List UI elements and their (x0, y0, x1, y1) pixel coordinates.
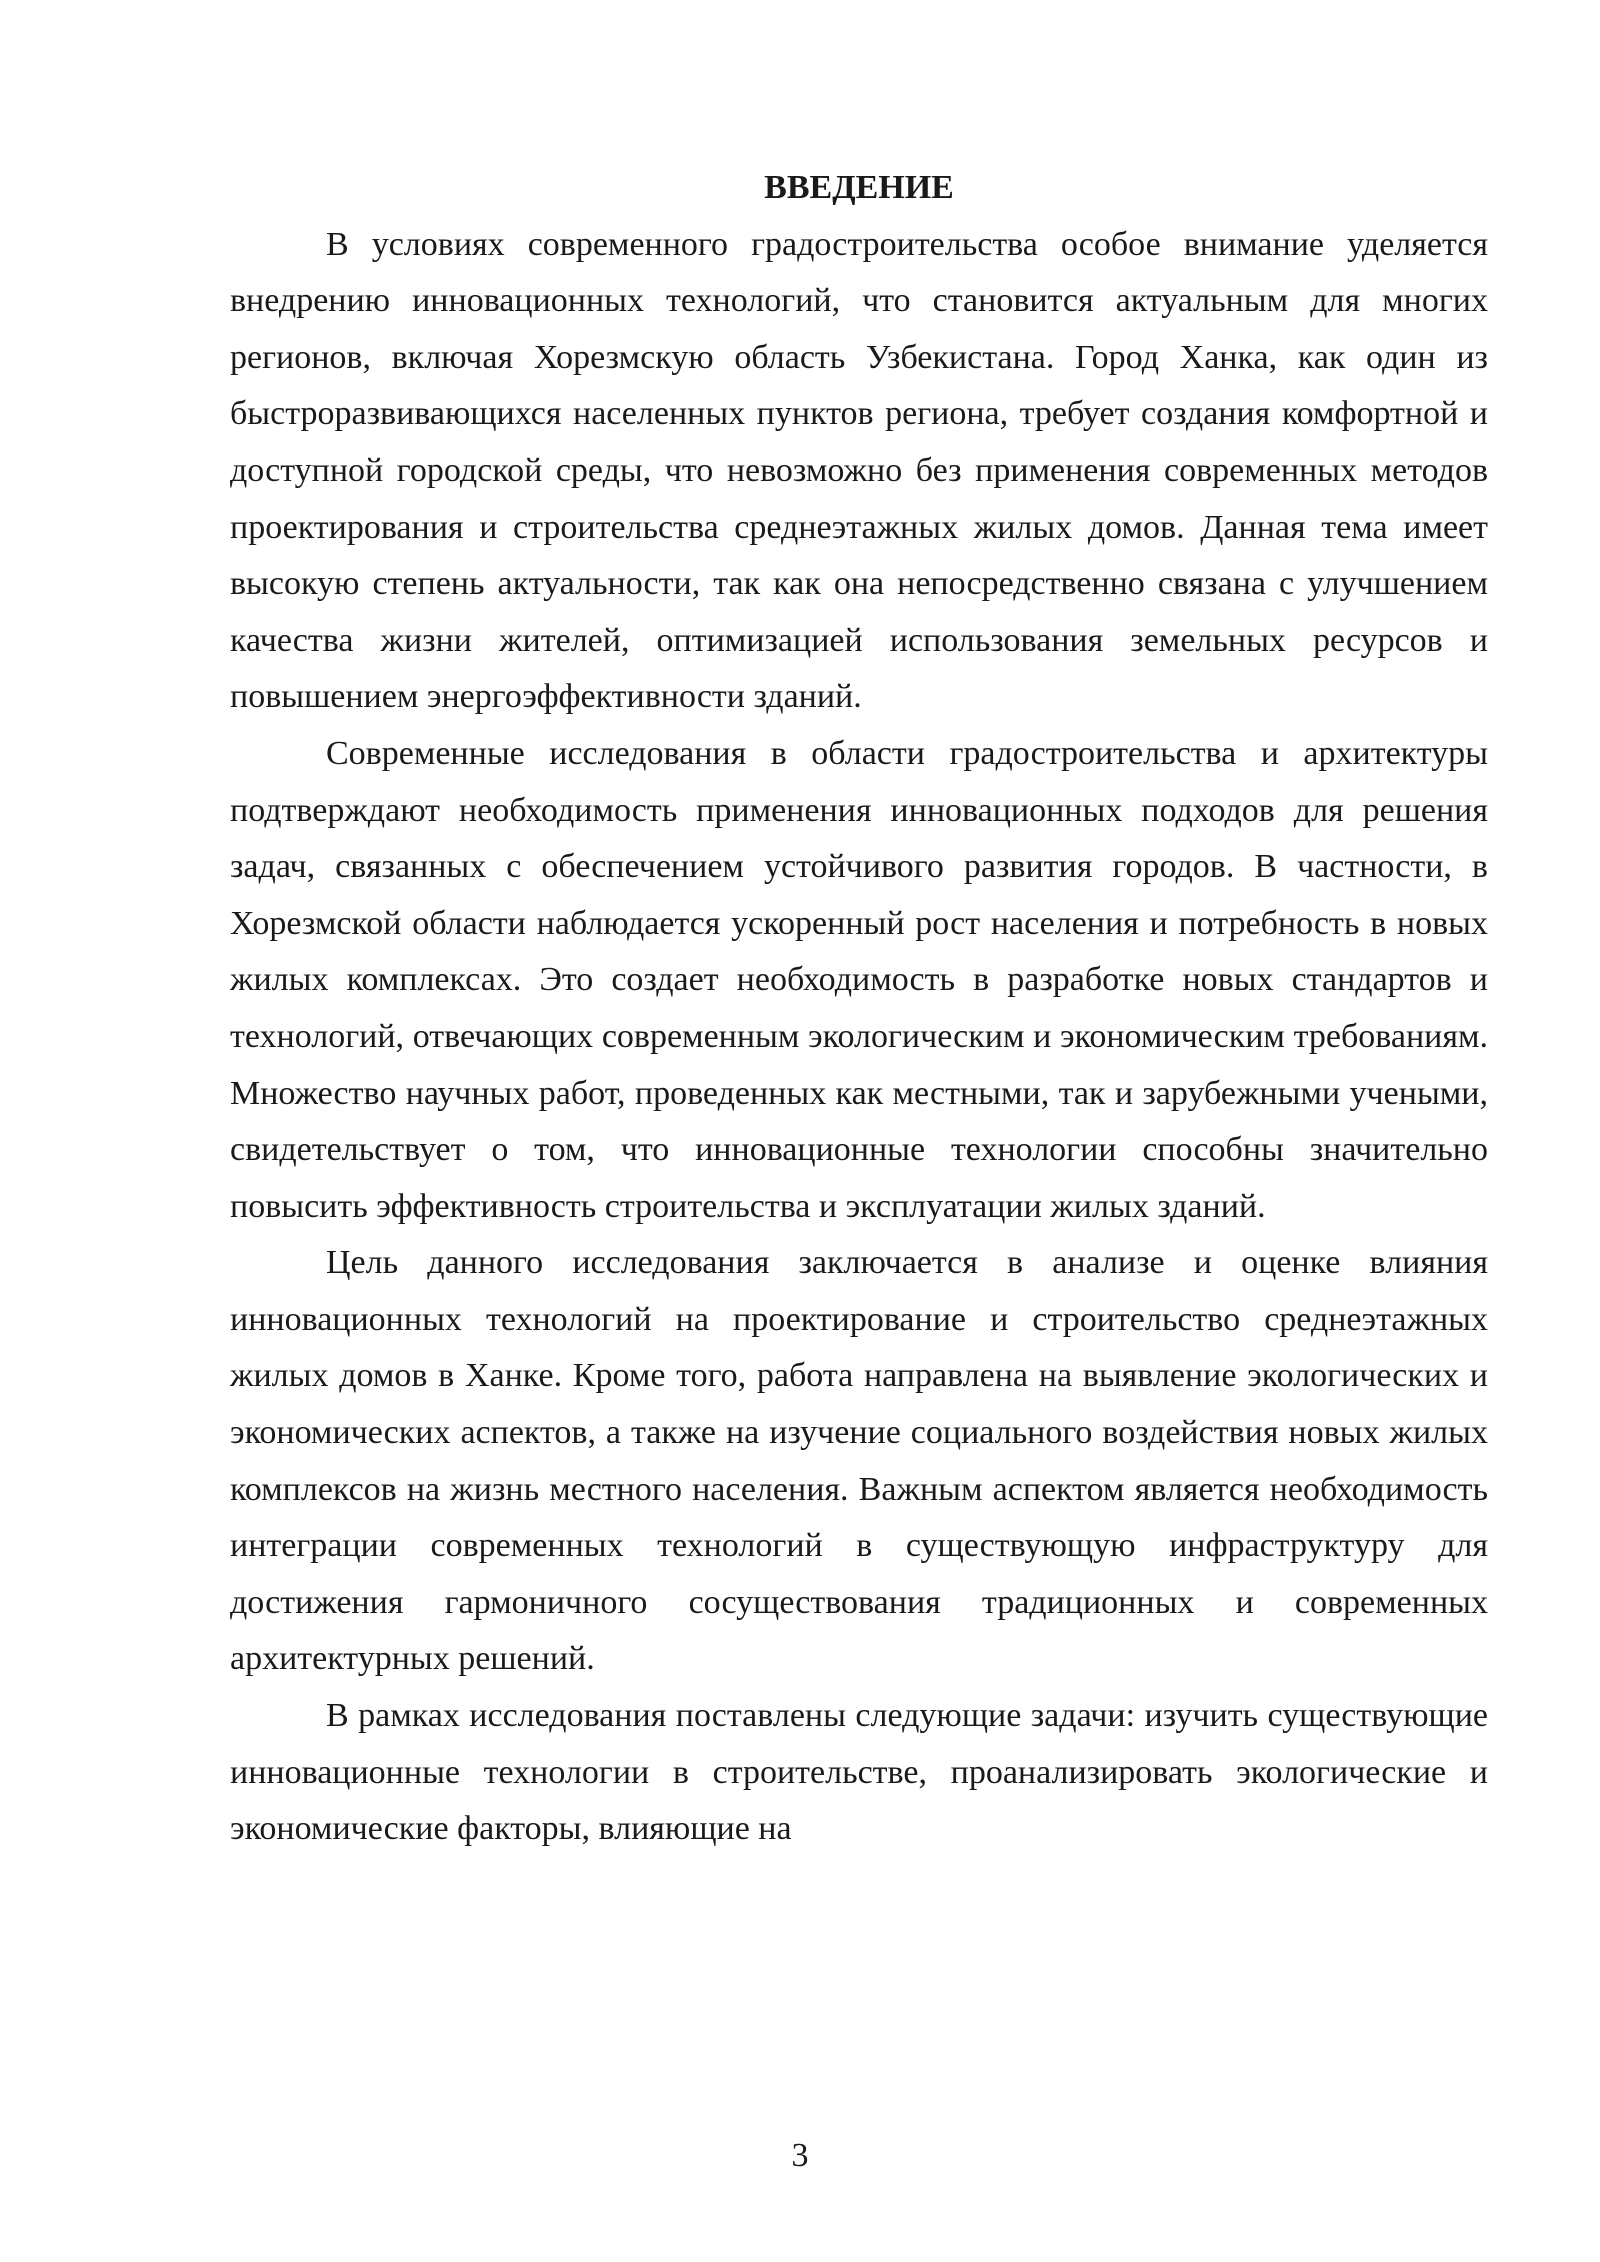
page-number: 3 (791, 2137, 809, 2174)
paragraph-1: В условиях современного градостроительства особое внимание уделяется внедрению инновационных технологий, что становится актуальным для многих регионов, включая Хорезмскую область Узбекистана. Город Ханка, как один из быстроразвивающихся населенных пунктов региона, требует создания комфортной и доступной городской среды, что невозможно без применения современных методов проектирования и строительства среднеэтажных жилых домов. Данная тема имеет высокую степень актуальности, так как она непосредственно связана с улучшением качества жизни жителей, оптимизацией использования земельных ресурсов и повышением энергоэффективности зданий. (230, 225, 1488, 716)
paragraph-2: Современные исследования в области градостроительства и архитектуры подтверждают необходимость применения инновационных подходов для решения задач, связанных с обеспечением устойчивого развития городов. В частности, в Хорезмской области наблюдается ускоренный рост населения и потребность в новых жилых комплексах. Это создает необходимость в разработке новых стандартов и технологий, отвечающих современным экологическим и экономическим требованиям. Множество научных работ, проведенных как местными, так и зарубежными учеными, свидетельствует о том, что инновационные технологии способны значительно повысить эффективность строительства и эксплуатации жилых зданий. (230, 734, 1488, 1225)
page-content (230, 160, 1488, 1858)
paragraph-3: Цель данного исследования заключается в анализе и оценке влияния инновационных технологий на проектирование и строительство среднеэтажных жилых домов в Ханке. Кроме того, работа направлена на выявление экологических и экономических аспектов, а также на изучение социального воздействия новых жилых комплексов на жизнь местного населения. Важным аспектом является необходимость интеграции современных технологий в существующую инфраструктуру для достижения гармоничного сосуществования традиционных и современных архитектурных решений. (230, 1244, 1488, 1678)
section-heading: ВВЕДЕНИЕ (764, 169, 954, 206)
paragraph-4: В рамках исследования поставлены следующие задачи: изучить существующие инновационные технологии в строительстве, проанализировать экологические и экономические факторы, влияющие на (230, 1697, 1488, 1848)
